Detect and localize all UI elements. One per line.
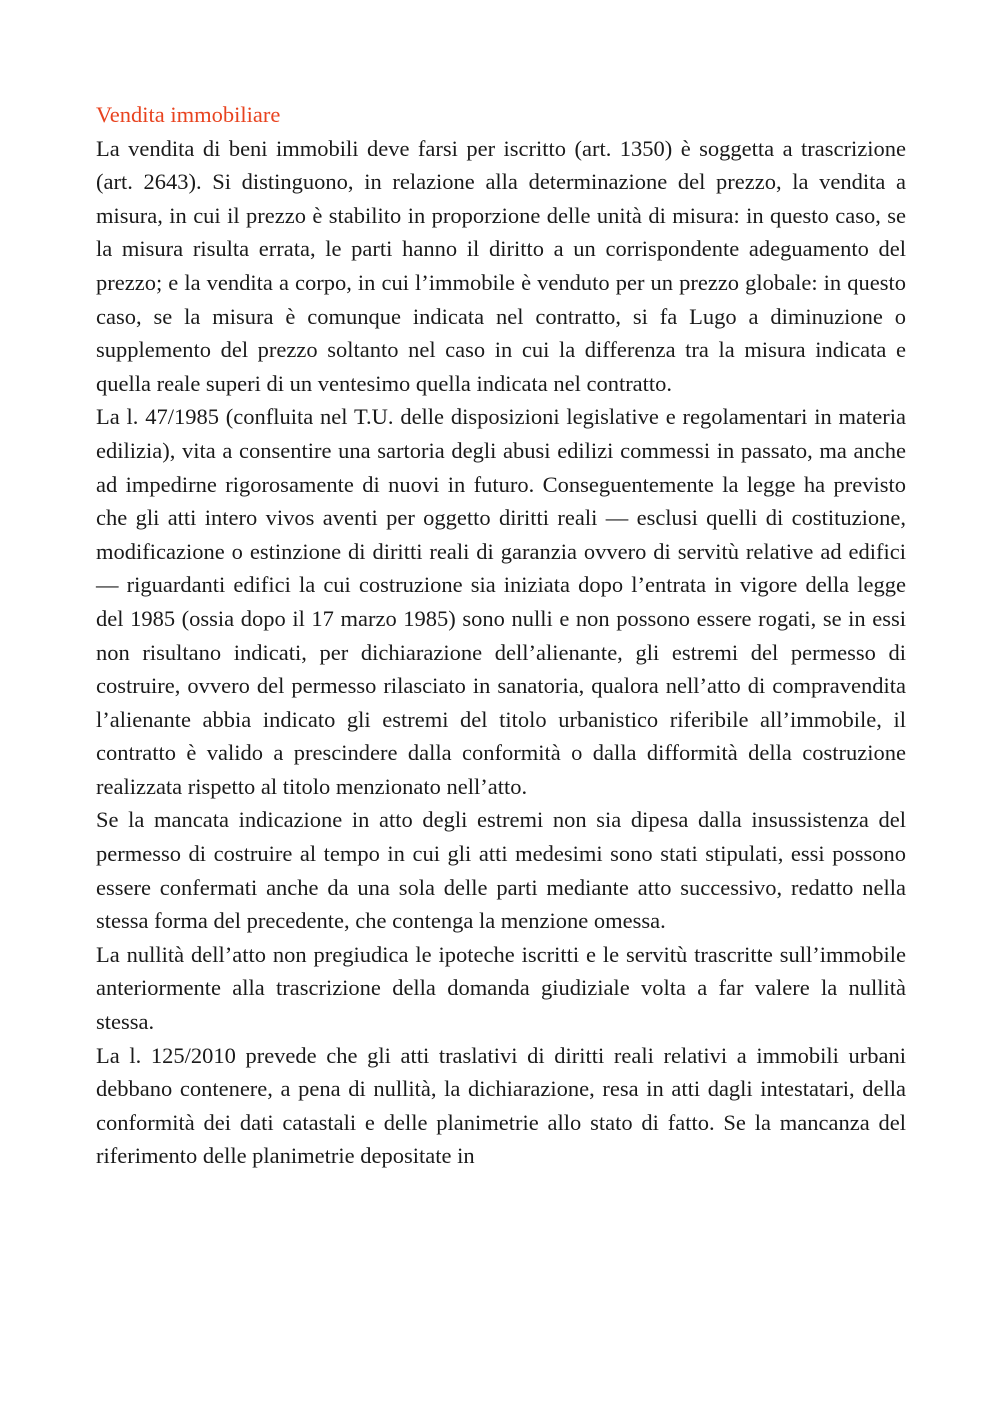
section-heading: Vendita immobiliare [96, 102, 281, 127]
document-page [96, 98, 906, 1173]
paragraph-legge-125-2010: La l. 125/2010 prevede che gli atti traslativi di diritti reali relativi a immobili urbani debbano contenere, a pena di nullità, la dichiarazione, resa in atti dagli intestatari, della conformità dei dati catastali e delle planimetrie allo stato di fatto. Se la mancanza del riferimento delle planimetrie depositate in [96, 1042, 906, 1169]
paragraph-nullita: La nullità dell’atto non pregiudica le ipoteche iscritti e le servitù trascritte sull’immobile anteriormente alla trascrizione della domanda giudiziale volta a far valere la nullità stessa. [96, 941, 906, 1035]
paragraph-legge-47-1985: La l. 47/1985 (confluita nel T.U. delle disposizioni legislative e regolamentari in materia edilizia), vita a consentire una sartoria degli abusi edilizi commessi in passato, ma anche ad impedirne rigorosamente di nuovi in futuro. Conseguentemente la legge ha previsto che gli atti intero vivos aventi per oggetto diritti reali — esclusi quelli di costituzione, modificazione o estinzione di diritti reali di garanzia ovvero di servitù relative ad edifici — riguardanti edifici la cui costruzione sia iniziata dopo l’entrata in vigore della legge del 1985 (ossia dopo il 17 marzo 1985) sono nulli e non possono essere rogati, se in essi non risultano indicati, per dichiarazione dell’alienante, gli estremi del permesso di costruire, ovvero del permesso rilasciato in sanatoria, qualora nell’atto di compravendita l’alienante abbia indicato gli estremi del titolo urbanistico riferibile all’immobile, il contratto è valido a prescindere dalla conformità o dalla difformità della costruzione realizzata rispetto al titolo menzionato nell’atto. [96, 404, 906, 799]
paragraph-mancata-indicazione: Se la mancata indicazione in atto degli estremi non sia dipesa dalla insussistenza del permesso di costruire al tempo in cui gli atti medesimi sono stati stipulati, essi possono essere confermati anche da una sola delle parti mediante atto successivo, redatto nella stessa forma del precedente, che contenga la menzione omessa. [96, 807, 906, 934]
paragraph-vendita: La vendita di beni immobili deve farsi per iscritto (art. 1350) è soggetta a trascrizione (art. 2643). Si distinguono, in relazione alla determinazione del prezzo, la vendita a misura, in cui il prezzo è stabilito in proporzione delle unità di misura: in questo caso, se la misura risulta errata, le parti hanno il diritto a un corrispondente adeguamento del prezzo; e la vendita a corpo, in cui l’immobile è venduto per un prezzo globale: in questo caso, se la misura è comunque indicata nel contratto, si fa Lugo a diminuzione o supplemento del prezzo soltanto nel caso in cui la differenza tra la misura indicata e quella reale superi di un ventesimo quella indicata nel contratto. [96, 135, 906, 396]
